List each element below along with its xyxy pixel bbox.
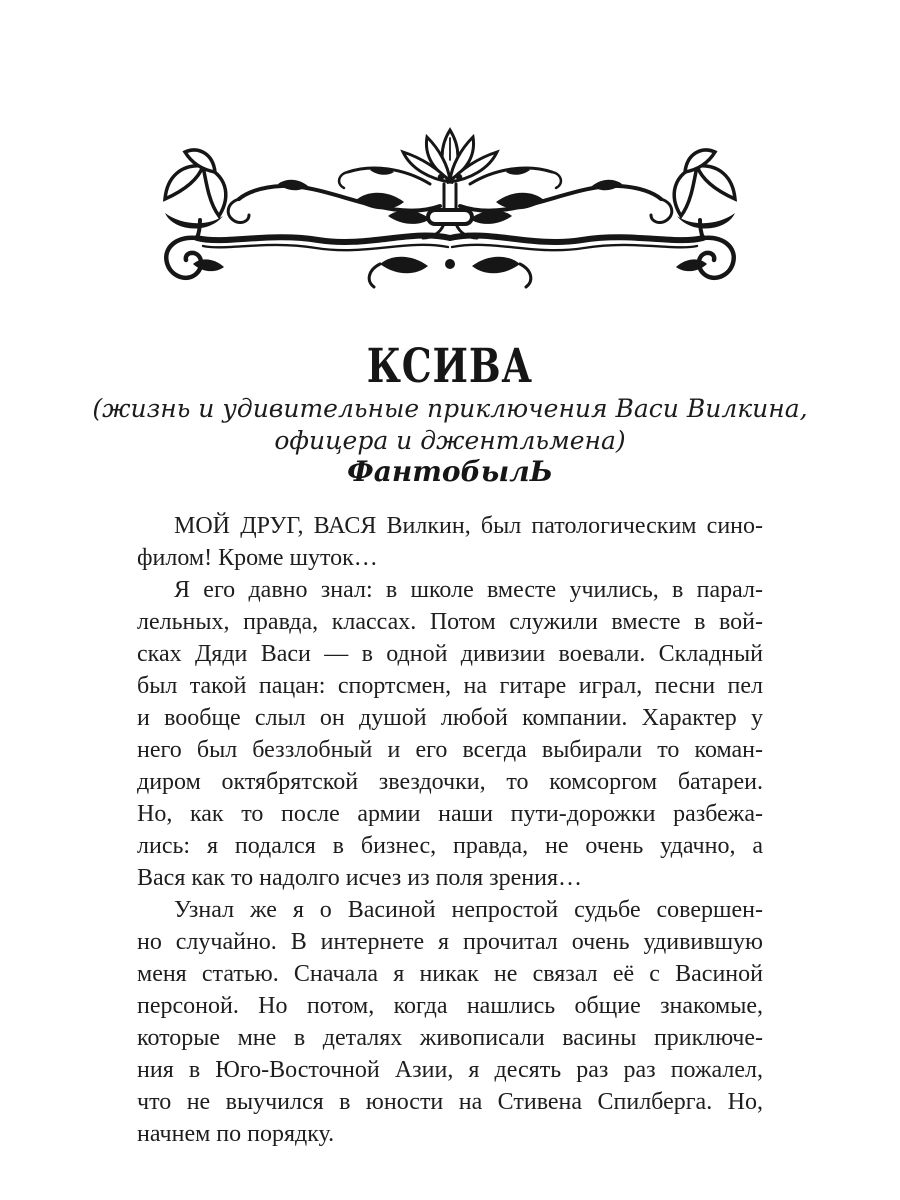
- text-line: лись: я подался в бизнес, правда, не очень удачно, а: [137, 833, 763, 859]
- paragraph: [137, 574, 763, 894]
- floral-divider-icon: [140, 124, 760, 299]
- paragraph: [137, 510, 763, 574]
- chapter-subtitle: [0, 393, 900, 457]
- text-line: что не выучился в юности на Стивена Спилберга. Но,: [137, 1089, 763, 1115]
- text-line: него был беззлобный и его всегда выбирали то коман-: [137, 737, 763, 763]
- text-line: персоной. Но потом, когда нашлись общие знакомые,: [137, 993, 763, 1019]
- text-line: которые мне в деталях живописали васины приключе-: [137, 1025, 763, 1051]
- floral-divider-ornament: [0, 124, 900, 299]
- text-line: Узнал же я о Васиной непростой судьбе совершен-: [174, 897, 763, 923]
- chapter-title-text: КСИВА: [366, 339, 534, 394]
- body-text: [137, 510, 763, 1150]
- text-line: был такой пацан: спортсмен, на гитаре играл, песни пел: [137, 673, 763, 699]
- text-line: филом! Кроме шуток…: [137, 545, 378, 571]
- text-line: сках Дяди Васи — в одной дивизии воевали. Складный: [137, 641, 763, 667]
- subtitle-line-1: (жизнь и удивительные приключения Васи Вилкина,: [92, 394, 808, 423]
- text-line: МОЙ ДРУГ, ВАСЯ Вилкин, был патологическим сино-: [174, 513, 763, 539]
- chapter-title: [0, 339, 900, 394]
- text-line: и вообще слыл он душой любой компании. Характер у: [137, 705, 763, 731]
- subtitle-line-2: офицера и джентльмена): [274, 426, 626, 455]
- paragraph: [137, 894, 763, 1150]
- text-line: но случайно. В интернете я прочитал очень удивившую: [137, 929, 763, 955]
- genre-label: ФантобылЬ: [347, 455, 553, 488]
- text-line: Я его давно знал: в школе вместе учились, в парал-: [174, 577, 763, 603]
- text-line: лельных, правда, классах. Потом служили вместе в вой-: [137, 609, 763, 635]
- text-line: начнем по порядку.: [137, 1121, 335, 1147]
- text-line: ния в Юго-Восточной Азии, я десять раз раз пожалел,: [137, 1057, 763, 1083]
- text-line: Но, как то после армии наши пути-дорожки разбежа-: [137, 801, 763, 827]
- text-line: диром октябрятской звездочки, то комсоргом батареи.: [137, 769, 763, 795]
- text-line: меня статью. Сначала я никак не связал её с Васиной: [137, 961, 763, 987]
- text-line: Вася как то надолго исчез из поля зрения…: [137, 865, 582, 891]
